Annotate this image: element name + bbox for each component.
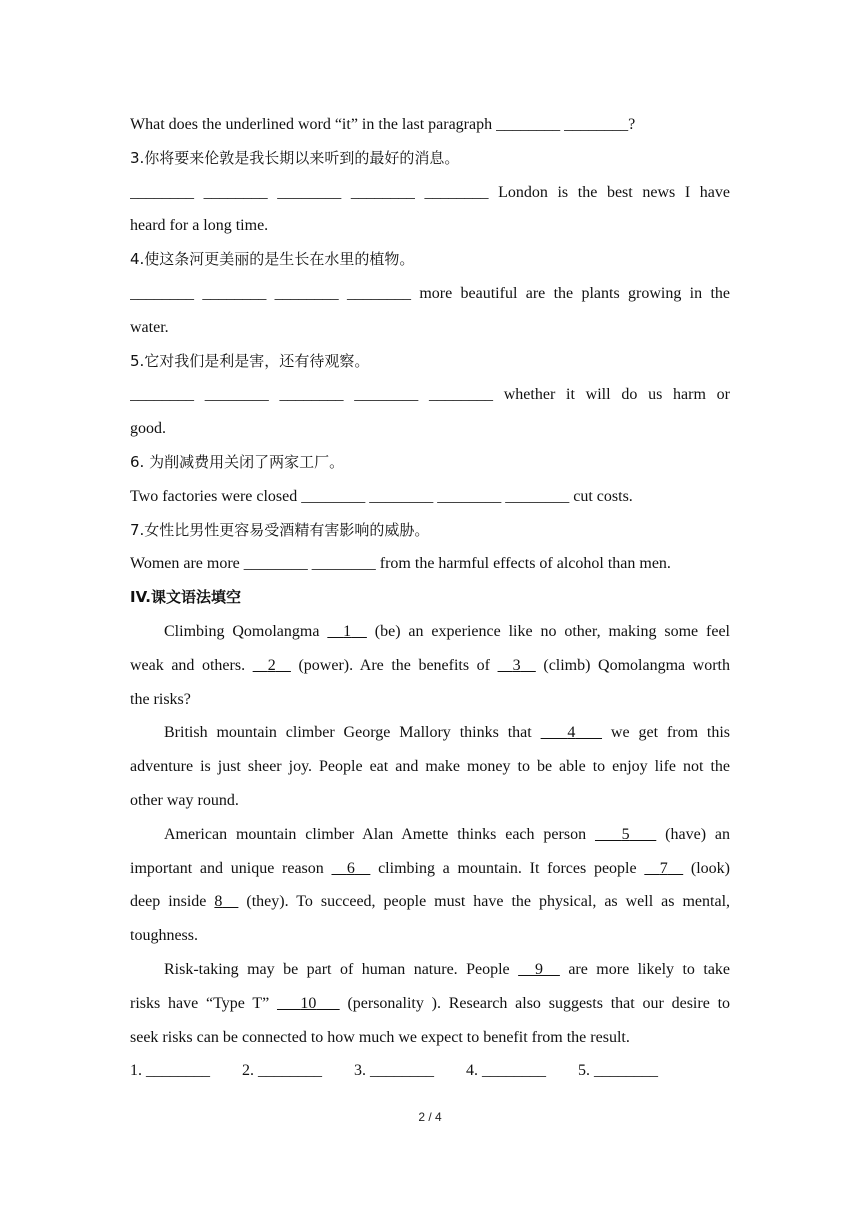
passage-p1-line-3: the risks? [130, 690, 191, 708]
question-3-chinese: 3.你将要来伦敦是我长期以来听到的最好的消息。 [130, 148, 460, 167]
passage-text: we get from this [602, 724, 730, 742]
blank-2: 2 [267, 656, 276, 674]
passage-p3-line-4: toughness. [130, 927, 198, 945]
blank-3: 3 [512, 656, 521, 674]
passage-text: important and unique reason [130, 859, 332, 877]
answer-slot-3: 3. ________ [354, 1062, 434, 1080]
question-6-english: Two factories were closed ________ ________ ________ ________ cut costs. [130, 487, 633, 505]
passage-p4-line-1 [130, 953, 730, 987]
passage-p1-line-2 [130, 649, 730, 683]
blank-5: 5 [621, 825, 630, 843]
passage-p3-line-3 [130, 885, 730, 919]
answer-row [130, 1054, 730, 1088]
question-3-english-line-1: ________ ________ ________ ________ ________ London is the best news I have [130, 183, 730, 201]
passage-text: (personality ). Research also suggests that our desire to [339, 994, 730, 1012]
blank-1: 1 [343, 622, 352, 640]
answer-slot-1: 1. ________ [130, 1062, 210, 1080]
passage-text: (look) [683, 859, 730, 877]
blank-4: 4 [567, 724, 576, 742]
passage-text: (power). Are the benefits of [290, 656, 498, 674]
passage-p2-line-3: other way round. [130, 791, 239, 809]
answer-slot-2: 2. ________ [242, 1062, 322, 1080]
question-2-tail: What does the underlined word “it” in the last paragraph ________ ________? [130, 116, 636, 133]
question-5-chinese: 5.它对我们是利是害，还有待观察。 [130, 351, 370, 370]
answer-slot-5: 5. ________ [578, 1062, 658, 1080]
blank-10: 10 [300, 994, 317, 1012]
question-4-english-line-2: water. [130, 318, 169, 336]
passage-text: (they). To succeed, people must have the physical, as well as mental, [238, 893, 730, 911]
question-7-chinese: 7.女性比男性更容易受酒精有害影响的威胁。 [130, 520, 430, 539]
blank-8: 8 [214, 893, 223, 911]
answer-slot-4: 4. ________ [466, 1062, 546, 1080]
passage-p3-line-1 [130, 818, 730, 852]
passage-text: Climbing Qomolangma [164, 622, 328, 640]
section-4-heading: IV.课文语法填空 [130, 588, 241, 607]
passage-text: American mountain climber Alan Amette thinks each person [164, 825, 595, 843]
passage-text: British mountain climber George Mallory thinks that [164, 724, 541, 742]
question-5-english-line-1: ________ ________ ________ ________ ________ whether it will do us harm or [130, 386, 730, 404]
passage-p2-line-1 [130, 716, 730, 750]
document-page [130, 108, 730, 1088]
question-6-chinese: 6. 为削减费用关闭了两家工厂。 [130, 452, 345, 471]
passage-text: climbing a mountain. It forces people [370, 859, 645, 877]
page-number: 2 / 4 [418, 1110, 442, 1124]
question-3-english-line-2: heard for a long time. [130, 217, 269, 235]
passage-p4-line-3: seek risks can be connected to how much we expect to benefit from the result. [130, 1028, 630, 1046]
blank-7: 7 [659, 859, 668, 877]
passage-text: risks have “Type T” [130, 994, 277, 1012]
passage-text: weak and others. [130, 656, 253, 674]
passage-p1-line-1 [130, 615, 730, 649]
passage-text: (be) an experience like no other, making some feel [366, 622, 730, 640]
passage-p4-line-2 [130, 987, 730, 1021]
question-4-chinese: 4.使这条河更美丽的是生长在水里的植物。 [130, 250, 415, 269]
question-4-english-line-1: ________ ________ ________ ________ more beautiful are the plants growing in the [130, 284, 730, 302]
blank-9: 9 [535, 960, 543, 978]
passage-text: (have) an [656, 825, 730, 843]
passage-text: Risk-taking may be part of human nature. People [164, 960, 519, 978]
passage-text: are more likely to take [559, 960, 730, 978]
passage-text: deep inside [130, 893, 215, 911]
passage-p2-line-2: adventure is just sheer joy. People eat and make money to be able to enjoy life not the [130, 758, 730, 776]
question-5-english-line-2: good. [130, 420, 166, 438]
blank-6: 6 [346, 859, 355, 877]
passage-text: (climb) Qomolangma worth [535, 656, 730, 674]
passage-p3-line-2 [130, 852, 730, 886]
question-7-english: Women are more ________ ________ from the harmful effects of alcohol than men. [130, 555, 671, 573]
